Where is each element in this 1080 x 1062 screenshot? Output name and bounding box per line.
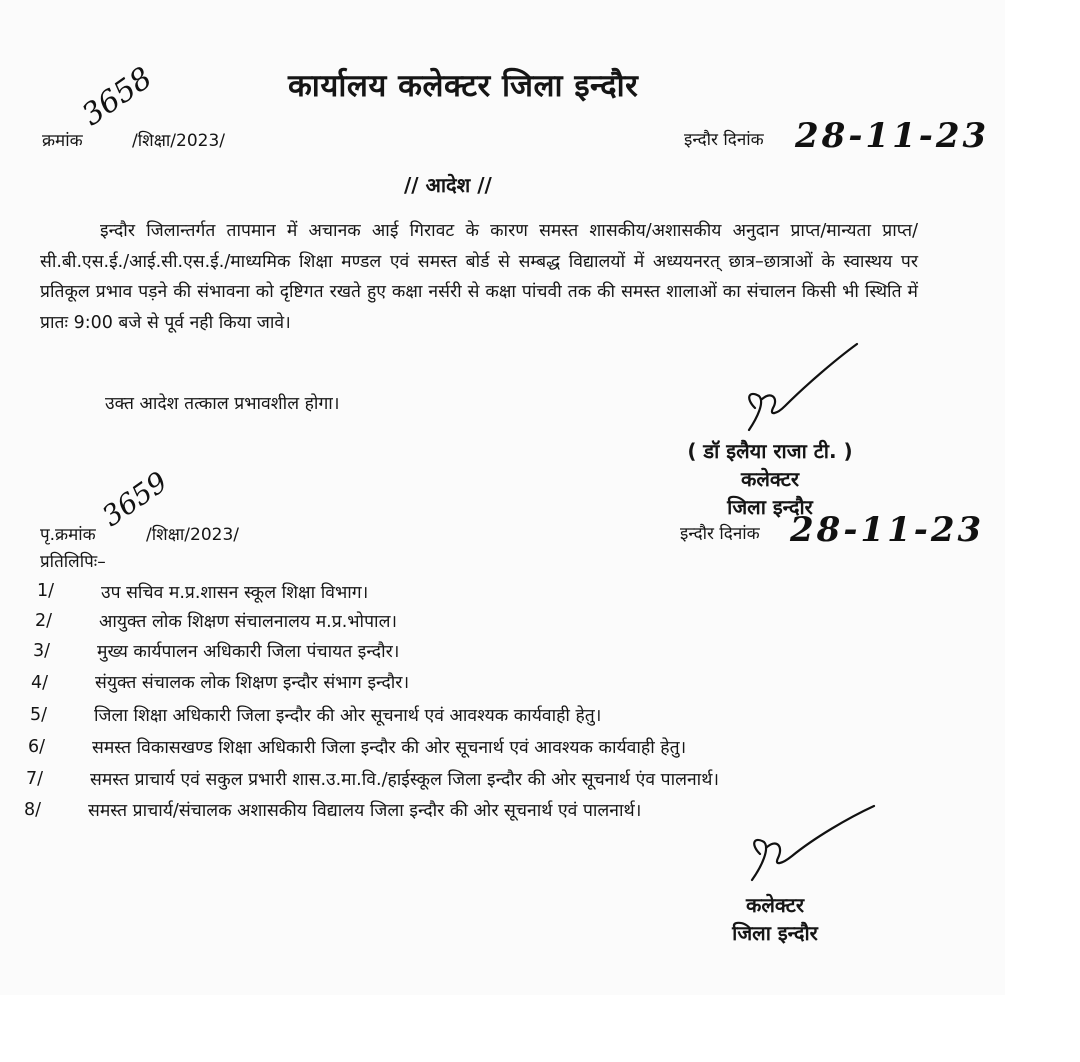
- signatory-name: ( डॉ इलैया राजा टी. ): [687, 439, 853, 463]
- handwritten-endorsement-date: 28-11-23: [790, 510, 985, 550]
- copy-recipient: समस्त प्राचार्य/संचालक अशासकीय विद्यालय जिला इन्दौर की ओर सूचनार्थ एवं पालनार्थ।: [88, 801, 642, 821]
- copy-number: 2/: [35, 611, 53, 631]
- copy-recipient: मुख्य कार्यपालन अधिकारी जिला पंचायत इन्दौर।: [97, 642, 400, 662]
- copy-number: 3/: [33, 641, 51, 661]
- copy-number: 5/: [30, 705, 48, 725]
- copy-recipient: आयुक्त लोक शिक्षण संचालनालय म.प्र.भोपाल।: [99, 612, 398, 632]
- signatory-designation: कलेक्टर: [740, 467, 800, 491]
- scan-margin: [1005, 0, 1080, 1062]
- handwritten-endorsement-number: 3659: [96, 465, 174, 533]
- handwritten-order-number: 3658: [75, 60, 159, 134]
- handwritten-signature: [735, 338, 870, 448]
- handwritten-date: 28-11-23: [795, 116, 990, 156]
- copy-number: 4/: [31, 673, 49, 693]
- copy-number: 8/: [24, 800, 42, 820]
- order-ref-prefix: क्रमांक: [42, 131, 83, 151]
- copy-recipient: समस्त प्राचार्य एवं सकुल प्रभारी शास.उ.मा.वि./हाईस्कूल जिला इन्दौर की ओर सूचनार्थ एंव पालनार्थ।: [90, 770, 720, 790]
- copy-recipient: उप सचिव म.प्र.शासन स्कूल शिक्षा विभाग।: [101, 583, 369, 603]
- scan-margin: [0, 995, 1080, 1062]
- endorsement-ref-prefix: पृ.क्रमांक: [40, 525, 96, 545]
- copy-recipient: समस्त विकासखण्ड शिक्षा अधिकारी जिला इन्दौर की ओर सूचनार्थ एवं आवश्यक कार्यवाही हेतु।: [92, 738, 687, 758]
- signatory-district: जिला इन्दौर: [727, 495, 813, 519]
- copy-label: प्रतिलिपिः–: [40, 552, 106, 572]
- footer-district: जिला इन्दौर: [732, 921, 818, 945]
- copy-number: 7/: [26, 769, 44, 789]
- effect-line: उक्त आदेश तत्काल प्रभावशील होगा।: [105, 394, 340, 414]
- date-label: इन्दौर दिनांक: [684, 130, 764, 150]
- order-body: इन्दौर जिलान्तर्गत तापमान में अचानक आई गिरावट के कारण समस्त शासकीय/अशासकीय अनुदान प्राप्त/मान्यता प्राप्त/सी.बी.एस.ई./आई.सी.एस.ई./माध्यमिक शिक्षा मण्डल एवं समस्त बोर्ड से सम्बद्ध विद्यालयों में अध्ययनरत् छात्र–छात्राओं के स्वास्थय पर प्रतिकूल प्रभाव पड़ने की संभावना को दृष्टिगत रखते हुए कक्षा नर्सरी से कक्षा पांचवी तक की समस्त शालाओं का संचालन किसी भी स्थिति में प्रातः 9:00 बजे से पूर्व नही किया जावे।: [40, 221, 918, 333]
- order-heading: // आदेश //: [404, 173, 492, 197]
- footer-designation: कलेक्टर: [745, 893, 805, 917]
- copy-recipient: जिला शिक्षा अधिकारी जिला इन्दौर की ओर सूचनार्थ एवं आवश्यक कार्यवाही हेतु।: [94, 706, 602, 726]
- copy-recipient: संयुक्त संचालक लोक शिक्षण इन्दौर संभाग इन्दौर।: [95, 673, 410, 693]
- endorsement-date-label: इन्दौर दिनांक: [680, 524, 760, 544]
- office-title: कार्यालय कलेक्टर जिला इन्दौर: [288, 68, 639, 104]
- handwritten-signature: [738, 796, 883, 896]
- endorsement-ref-suffix: /शिक्षा/2023/: [146, 525, 240, 545]
- copy-number: 1/: [37, 581, 55, 601]
- copy-number: 6/: [28, 737, 46, 757]
- order-ref-suffix: /शिक्षा/2023/: [132, 131, 226, 151]
